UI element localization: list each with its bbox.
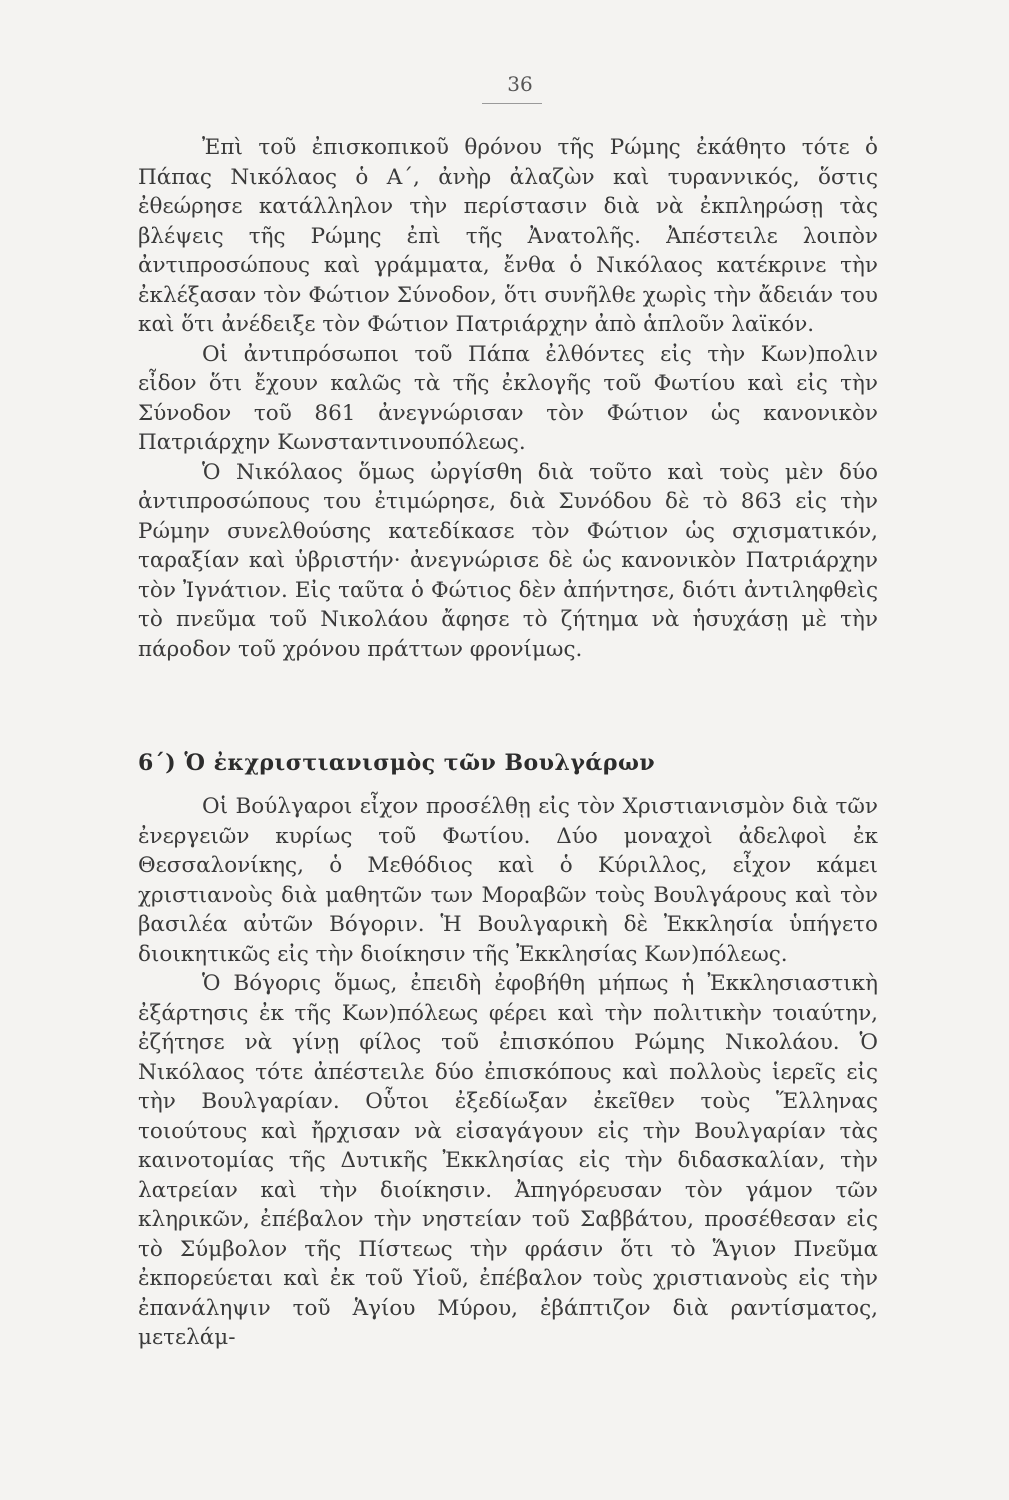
page-number: 36 (507, 72, 533, 96)
paragraph-bogoris: Ὁ Βόγορις ὅμως, ἐπειδὴ ἐφοβήθη μήπως ἡ Ἐκκλησιαστικὴ ἐξάρτησις ἐκ τῆς Κων)πόλεως φέρει καὶ τὴν πολιτικὴν τοιαύτην, ἐζήτησε νὰ γίνῃ φίλος τοῦ ἐπισκόπου Ρώμης Νικολάου. Ὁ Νικόλαος τότε ἀπέστειλε δύο ἐπισκόπους καὶ πολλοὺς ἱερεῖς εἰς τὴν Βουλγαρίαν. Οὗτοι ἐξεδίωξαν ἐκεῖθεν τοὺς Ἕλληνας τοιούτους καὶ ἤρχισαν νὰ εἰσαγάγουν εἰς τὴν Βουλγαρίαν τὰς καινοτομίας τῆς Δυτικῆς Ἐκκλησίας εἰς τὴν διδασκαλίαν, τὴν λατρείαν καὶ τὴν διοίκησιν. Ἀπηγόρευσαν τὸν γάμον τῶν κληρικῶν, ἐπέβαλον τὴν νηστείαν τοῦ Σαββάτου, προσέθεσαν εἰς τὸ Σύμβολον τῆς Πίστεως τὴν φράσιν ὅτι τὸ Ἅγιον Πνεῦμα ἐκπορεύεται καὶ ἐκ τοῦ Υἱοῦ, ἐπέβαλον τοὺς χριστιανοὺς εἰς τὴν ἐπανάληψιν τοῦ Ἁγίου Μύρου, ἐβάπτιζον διὰ ραντίσματος, μετελάμ- (138, 971, 878, 1350)
page-number-rule (482, 103, 542, 104)
paragraph-council-863: Ὁ Νικόλαος ὅμως ὠργίσθη διὰ τοῦτο καὶ τοὺς μὲν δύο ἀντιπροσώπους του ἐτιμώρησε, διὰ Συνόδου δὲ τὸ 863 εἰς τὴν Ρώμην συνελθούσης κατεδίκασε τὸν Φώτιον ὡς σχισματικόν, ταραξίαν καὶ ὑβριστήν· ἀνεγνώρισε δὲ ὡς κανονικὸν Πατριάρχην τὸν Ἰγνάτιον. Εἰς ταῦτα ὁ Φώτιος δὲν ἀπήντησε, διότι ἀντιληφθεὶς τὸ πνεῦμα τοῦ Νικολάου ἄφησε τὸ ζήτημα νὰ ἡσυχάσῃ μὲ τὴν πάροδον τοῦ χρόνου πράττων φρονίμως. (138, 459, 878, 662)
section-text-bulgarians (138, 792, 878, 1353)
paragraph-nicholas-envoys: Ἐπὶ τοῦ ἐπισκοπικοῦ θρόνου τῆς Ρώμης ἐκάθητο τότε ὁ Πάπας Νικόλαος ὁ Α΄, ἀνὴρ ἀλαζὼν καὶ τυραννικός, ὅστις ἐθεώρησε κατάλληλον τὴν περίστασιν διὰ νὰ ἐκπληρώσῃ τὰς βλέψεις τῆς Ρώμης ἐπὶ τῆς Ἀνατολῆς. Ἀπέστειλε λοιπὸν ἀντιπροσώπους καὶ γράμματα, ἔνθα ὁ Νικόλαος κατέκρινε τὴν ἐκλέξασαν τὸν Φώτιον Σύνοδον, ὅτι συνῆλθε χωρὶς τὴν ἄδειάν του καὶ ὅτι ἀνέδειξε τὸν Φώτιον Πατριάρχην ἀπὸ ἁπλοῦν λαϊκόν. (138, 135, 878, 337)
paragraph-conversion: Οἱ Βούλγαροι εἶχον προσέλθῃ εἰς τὸν Χριστιανισμὸν διὰ τῶν ἐνεργειῶν κυρίως τοῦ Φωτίου. Δύο μοναχοὶ ἀδελφοὶ ἐκ Θεσσαλονίκης, ὁ Μεθόδιος καὶ ὁ Κύριλλος, εἶχον κάμει χριστιανοὺς διὰ μαθητῶν των Μοραβῶν τοὺς Βουλγάρους καὶ τὸν βασιλέα αὐτῶν Βόγοριν. Ἡ Βουλγαρικὴ δὲ Ἐκκλησία ὑπήγετο διοικητικῶς εἰς τὴν διοίκησιν τῆς Ἐκκλησίας Κων)πόλεως. (138, 794, 878, 967)
section-heading-bulgarians: 6΄) Ὁ ἐκχριστιανισμὸς τῶν Βουλγάρων (138, 750, 656, 776)
paragraph-council-861: Οἱ ἀντιπρόσωποι τοῦ Πάπα ἐλθόντες εἰς τὴν Κων)πολιν εἶδον ὅτι ἔχουν καλῶς τὰ τῆς ἐκλογῆς τοῦ Φωτίου καὶ εἰς τὴν Σύνοδον τοῦ 861 ἀνεγνώρισαν τὸν Φώτιον ὡς κανονικὸν Πατριάρχην Κωνσταντινουπόλεως. (138, 341, 878, 455)
section-text-papacy (138, 133, 878, 664)
